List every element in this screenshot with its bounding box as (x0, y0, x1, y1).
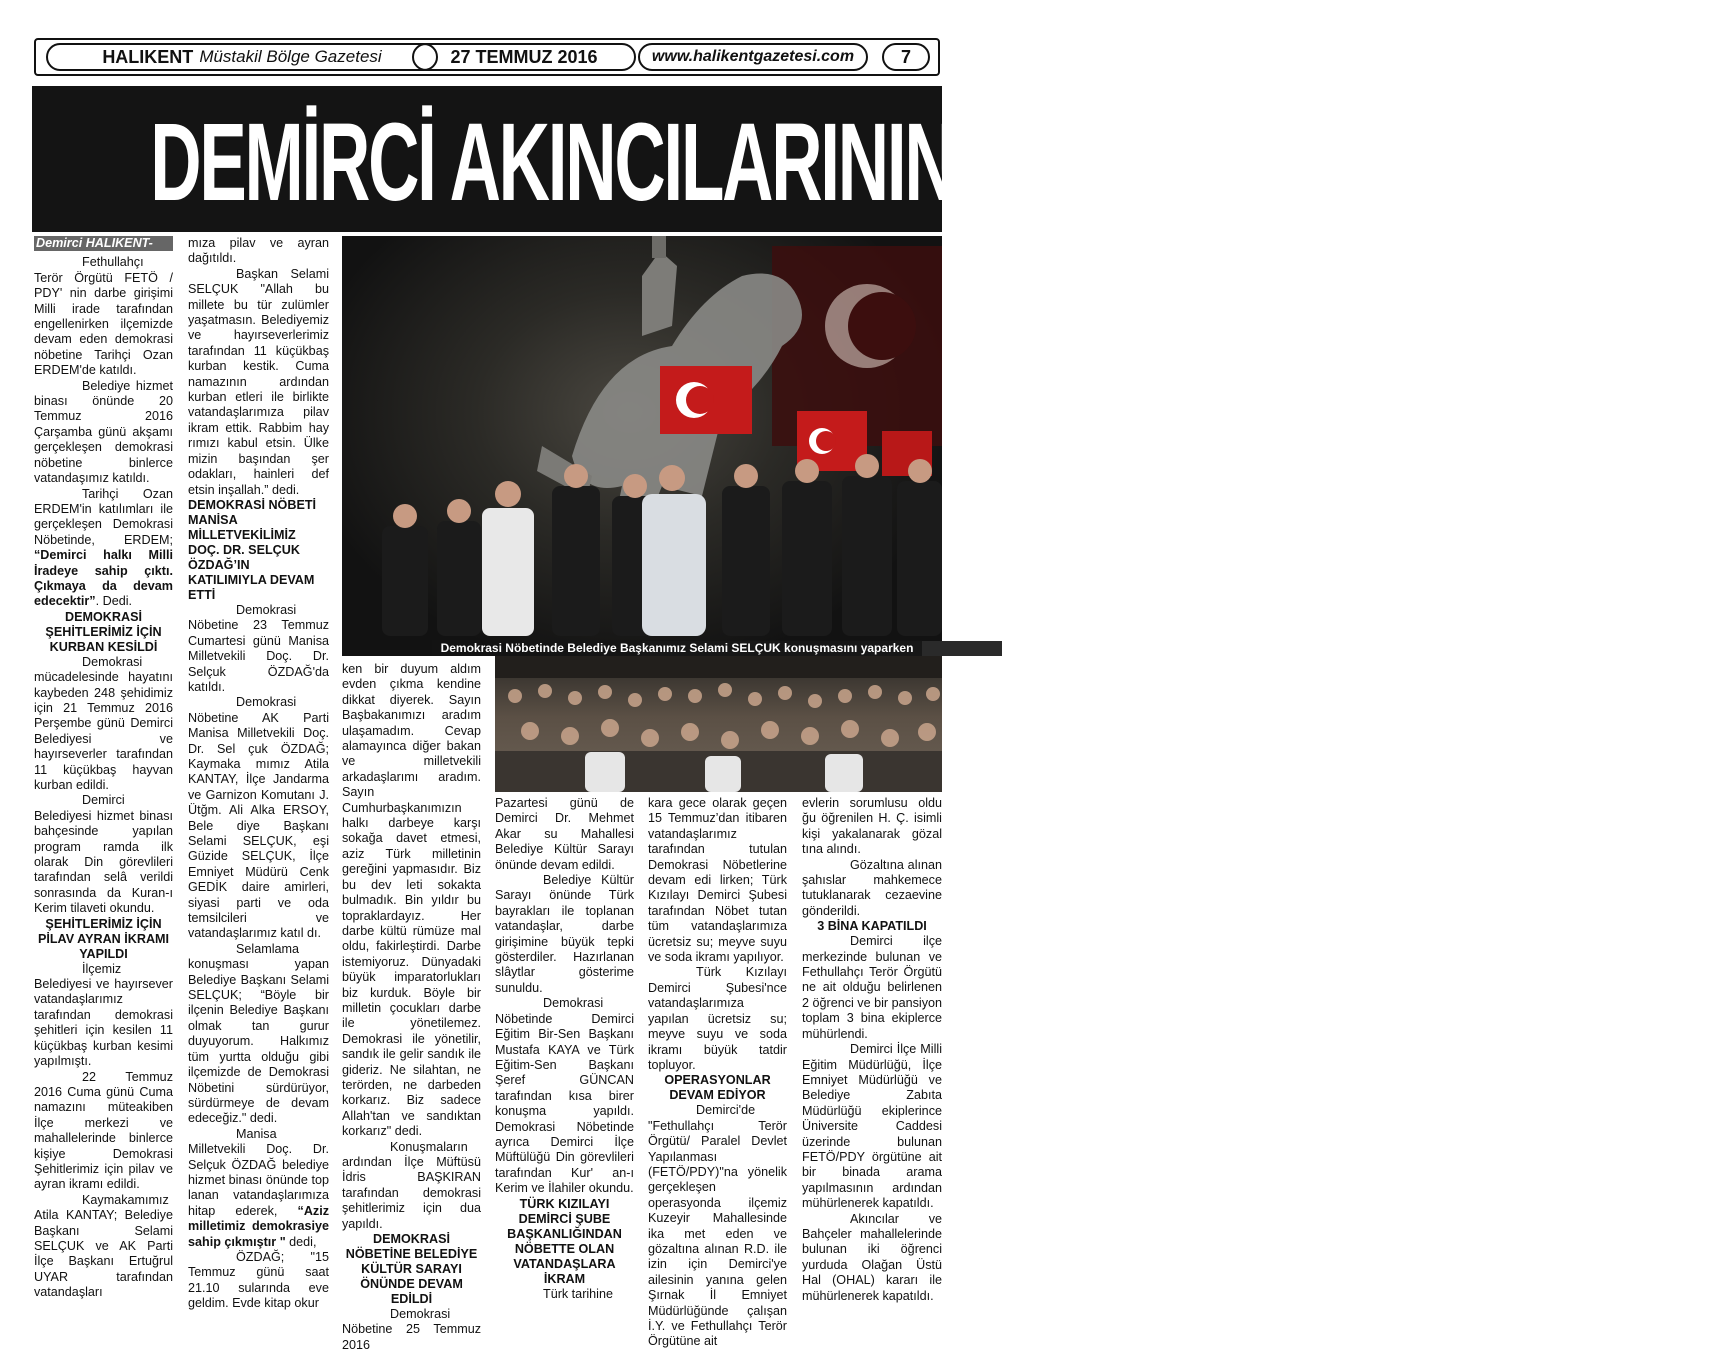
subheading: ŞEHİTLERİMİZ İÇİN PİLAV AYRAN İKRAMI YAPILDI (37, 916, 170, 961)
subheading: TÜRK KIZILAYI DEMİRCİ ŞUBE BAŞKANLIĞINDAN NÖBETTE OLAN VATANDAŞLARA İKRAM (507, 1196, 622, 1286)
article-column-5 (648, 796, 787, 1350)
headline-banner (32, 86, 1725, 232)
paragraph-text: Tarihçi Ozan ERDEM'in katılımları ile gerçekleşen Demokrasi Nöbetinde, ERDEM; (34, 486, 173, 547)
paragraph: Gözaltına alınan şahıslar mahkemece tutuklanarak cezaevine gönderildi. (802, 857, 942, 918)
paragraph: Demirci'de "Fethullahçı Terör Örgütü/ Paralel Devlet Yapılanması (FETÖ/PDY)"na yönelik gerçekleşen operasyonda ilçemiz Kuzeyir Mahallesinde ika met eden ve gözaltına alınan R.D. ile izin için Demirci'ye ailesinin yanına gelen Şırnak İl Emniyet Müdürlüğünde çalışan İ.Y. ve Fethullahçı Terör Örgütüne ait (648, 1103, 787, 1349)
bold-quote: “Demirci halkı Milli İradeye sahip çıktı. Çıkmaya da devam edecektir” (34, 548, 173, 609)
paragraph-text: dedi, (285, 1234, 317, 1249)
flag-crescent-cut (686, 386, 714, 414)
paragraph: ken bir duyum aldım evden çıkma kendine dikkat diyerek. Sayın Başbakanımızı aradım ulaşamadım. Cevap alamayınca diğer bakan ve milletvekili arkadaşlarımı aradım. Sayın Cumhurbaşkanımızın halkı darbeye karşı sokağa davet etmesi, aziz Türk milletinin gereğini yapmasıdır. Biz bu dev leti sokakta bulmadık. Bin yıldır bu topraklardayız. Her darbe kültü rümüze mal oldu, fakirleştirdi. Darbe istemiyoruz. Dünyadaki büyük imparatorlukları biz kurduk. Böyle bir milletin çocukları darbe ile yönetilemez. Demokrasi ile yönetilir, sandık ile gelir sandık ile gideriz. Ne silahtan, ne terörden, ne darbeden korkarız. Biz sadece Allah'tan ve sandıktan korkarız" dedi. (342, 662, 481, 1139)
article-column-2 (188, 236, 329, 1312)
brand-tagline: Müstakil Bölge Gazetesi (199, 47, 382, 66)
paragraph (188, 1127, 329, 1250)
bold-quote: “Aziz milletimiz demokrasiye sahip çıkmıştır " (188, 1203, 329, 1249)
paragraph: İlçemiz Belediyesi ve hayırsever vatandaşlarımız tarafından demokrasi şehitleri için kesilen 11 küçükbaş kurban kesimi yapılmıştı. (34, 961, 173, 1069)
paragraph: Demirci ilçe merkezinde bulunan ve Fethullahçı Terör Örgütü ne ait olduğu belirlenen 2 öğrenci ve bir pansiyon toplam 3 bina ekiplerce mühürlendi. (802, 934, 943, 1041)
main-photo-statue-crowd (342, 236, 942, 656)
speaker-mayor (642, 494, 706, 636)
paragraph: kara gece olarak geçen 15 Temmuz’dan itibaren vatandaşlarımız tarafından tutulan Demokrasi Nöbetlerine devam edi lirken; Türk Kızılayı Demirci Şubesi tarafından Nöbet tutan tüm vatandaşlarımıza ücretsiz su; meyve suyu ve soda ikramı yapılıyor. (648, 796, 787, 965)
article-column-3 (342, 662, 481, 1353)
photo-illustration (342, 236, 942, 656)
subheading: DEMOKRASİ ŞEHİTLERİMİZ İÇİN KURBAN KESİLDİ (45, 609, 162, 654)
paragraph: Selamlama konuşması yapan Belediye Başkanı Selami SELÇUK; “Böyle bir ilçenin Belediye Başkanı olmak tan gurur duyuyorum. Halkımız tüm yurtta olduğu gibi ilçemizde de Demokrasi Nöbetini sürdürüyor, sürdürmeye de devam edeceğiz." dedi. (188, 941, 329, 1126)
paragraph: Pazartesi günü de Demirci Dr. Mehmet Akar su Mahallesi Belediye Kültür Sarayı önünde devam edildi. (495, 796, 634, 872)
issue-date: 27 TEMMUZ 2016 (412, 43, 636, 71)
paragraph: 22 Temmuz 2016 Cuma günü Cuma namazını müteakiben İlçe merkezi ve mahallelerinde binlerce kişiye Demokrasi Şehitlerimiz için pilav ve ayran ikramı edildi. (34, 1069, 173, 1192)
subheading: DEMOKRASİ NÖBETİNE BELEDİYE KÜLTÜR SARAYI ÖNÜNDE DEVAM EDİLDİ (345, 1232, 478, 1307)
paragraph: Demirci İlçe Milli Eğitim Müdürlüğü, İlçe Emniyet Müdürlüğü ve Belediye Zabıta Müdürlüğü ekiplerince Üniversite Caddesi üzerinde bulunan FETÖ/PDY örgütüne ait bir binada arama yapılmasının ardından mühürlenerek kapatıldı. (802, 1042, 942, 1211)
headline-text: DEMİRCİ AKINCILARININ TORUNLARI GÖREVDE (150, 101, 1725, 225)
paragraph: Demokrasi Nöbetine AK Parti Manisa Milletvekili Doç. Dr. Sel çuk ÖZDAĞ; Kaymaka mımız Atila KANTAY, İlçe Jandarma ve Garnizon Komutanı J. Ütğm. Ali Alka ERSOY, Bele diye Başkanı Selami SELÇUK, eşi Güzide SELÇUK, İlçe Emniyet Müdürü Cenk GEDİK daire amirleri, siyasi parti ve oda temsilcileri ve vatandaşlarımız katıl dı. (188, 695, 329, 941)
paragraph: Türk Kızılayı Demirci Şubesi'nce vatandaşlarımıza yapılan ücretsiz su; meyve suyu ve soda ikramı büyük tatdir topluyor. (648, 965, 787, 1072)
crowd-illustration (495, 656, 942, 792)
paragraph: Fethullahçı Terör Örgütü FETÖ / PDY' nin darbe girişimi Milli irade tarafından engellenirken ilçemizde devam eden demokrasi nöbetine Tarihçi Ozan ERDEM'de katıldı. (34, 255, 173, 378)
paragraph: Demokrasi mücadelesinde hayatını kaybeden 248 şehidimiz için 21 Temmuz 2016 Perşembe günü Demirci Belediyesi ve hayırseverler tarafından 11 küçükbaş hayvan kurban edildi. (34, 654, 173, 792)
man-in-white-shirt (482, 508, 534, 636)
paragraph: evlerin sorumlusu oldu ğu öğrenilen H. Ç. isimli kişi yakalanarak gözal tına alındı. (802, 796, 942, 857)
website-url: www.halikentgazetesi.com (638, 43, 868, 71)
article-column-6 (802, 796, 942, 1304)
rider-hat (652, 236, 666, 258)
paragraph: Belediye Kültür Sarayı önünde Türk bayrakları ile toplanan vatandaşlar, darbe girişimine büyük tepki gösterdiler. Hazırlanan slâytlar gösterime sunuldu. (495, 873, 634, 995)
subheading: OPERASYONLAR DEVAM EDİYOR (664, 1073, 771, 1103)
newspaper-brand (46, 43, 438, 71)
night-sky (495, 656, 942, 678)
subheading: DEMOKRASİ NÖBETİ MANİSA MİLLETVEKİLİMİZ DOÇ. DR. SELÇUK ÖZDAĞ’IN KATILIMIYLA DEVAM ETTİ (188, 497, 317, 602)
paragraph: Demokrasi Nöbetinde Demirci Eğitim Bir-Sen Başkanı Mustafa KAYA ve Türk Eğitim-Sen Başkanı Şeref GÜNCAN tarafından kısa birer konuşma yapıldı. Demokrasi Nöbetinde ayrıca Demirci İlçe Müftülüğü Din görevlileri tarafından Kur' an-ı Kerim ve İlahiler okundu. (495, 996, 634, 1196)
masthead-bar (34, 38, 940, 76)
flag-crescent-cut (816, 431, 836, 451)
paragraph: Kaymakamımız Atila KANTAY; Belediye Başkanı Selami SELÇUK ve AK Parti İlçe Başkanı Ertuğrul UYAR tarafından vatandaşları (34, 1192, 173, 1300)
paragraph: Konuşmaların ardından İlçe Müftüsü İdris BAŞKIRAN tarafından demokrasi şehitlerimiz için dua yapıldı. (342, 1139, 481, 1231)
paragraph: Demirci Belediyesi hizmet binası bahçesinde yapılan program ramda ilk olarak Din görevlileri tarafından selâ verildi sonrasında da Kuran-ı Kerim tilaveti okundu. (34, 793, 173, 916)
paragraph-text: Manisa Milletvekili Doç. Dr. Selçuk ÖZDAĞ belediye hizmet binası önünde top lanan vatandaşlarımıza hitap ederek, (188, 1126, 329, 1218)
article-column-1 (34, 236, 173, 1301)
flag-crescent-cut (848, 292, 916, 360)
paragraph: Akıncılar ve Bahçeler mahallelerinde bulunan iki öğrenci yurduda Olağan Üstü Hal (OHAL) kararı ile mühürlenerek kapatıldı. (802, 1211, 942, 1303)
paragraph: Türk tarihine (543, 1286, 613, 1301)
article-column-4 (495, 796, 634, 1302)
paragraph: mıza pilav ve ayran dağıtıldı. (188, 236, 329, 266)
paragraph: Demokrasi Nöbetine 23 Temmuz Cumartesi günü Manisa Milletvekili Doç. Dr. Selçuk ÖZDAĞ'da katıldı. (188, 602, 329, 694)
crowd-photo (495, 656, 942, 792)
page-number: 7 (882, 43, 930, 71)
paragraph: ÖZDAĞ; "15 Temmuz günü saat 21.10 sularında eve geldim. Evde kitap okur (188, 1249, 329, 1311)
subheading: 3 BİNA KAPATILDI (817, 919, 927, 934)
crowd-faces (508, 683, 940, 749)
paragraph: Belediye hizmet binası önünde 20 Temmuz 2016 Çarşamba günü akşamı gerçekleşen demokrasi nöbetine binlerce vatandaşımız katıldı. (34, 378, 173, 486)
paragraph: Demokrasi Nöbetine 25 Temmuz 2016 (342, 1307, 481, 1352)
paragraph-text: . Dedi. (95, 594, 133, 609)
paragraph: Başkan Selami SELÇUK "Allah bu millete bu tür zulümler yaşatmasın. Belediyemiz ve hayırseverlerimiz tarafından 11 küçükbaş kurban kestik. Cuma namazının ardından kurban etleri ile birlikte vatandaşlarımıza pilav ikram ettik. Rabbim hay rımızı kabul etsin. Ülke mizin başından şer odakları, hainleri def etsin inşallah.” dedi. (188, 266, 329, 497)
photo-caption: Demokrasi Nöbetinde Belediye Başkanımız Selami SELÇUK konuşmasını yaparken (432, 640, 922, 656)
paragraph (34, 487, 173, 610)
rider-statue (642, 251, 677, 336)
dateline: Demirci HALIKENT- (34, 236, 173, 251)
brand-name: HALIKENT (102, 46, 194, 67)
